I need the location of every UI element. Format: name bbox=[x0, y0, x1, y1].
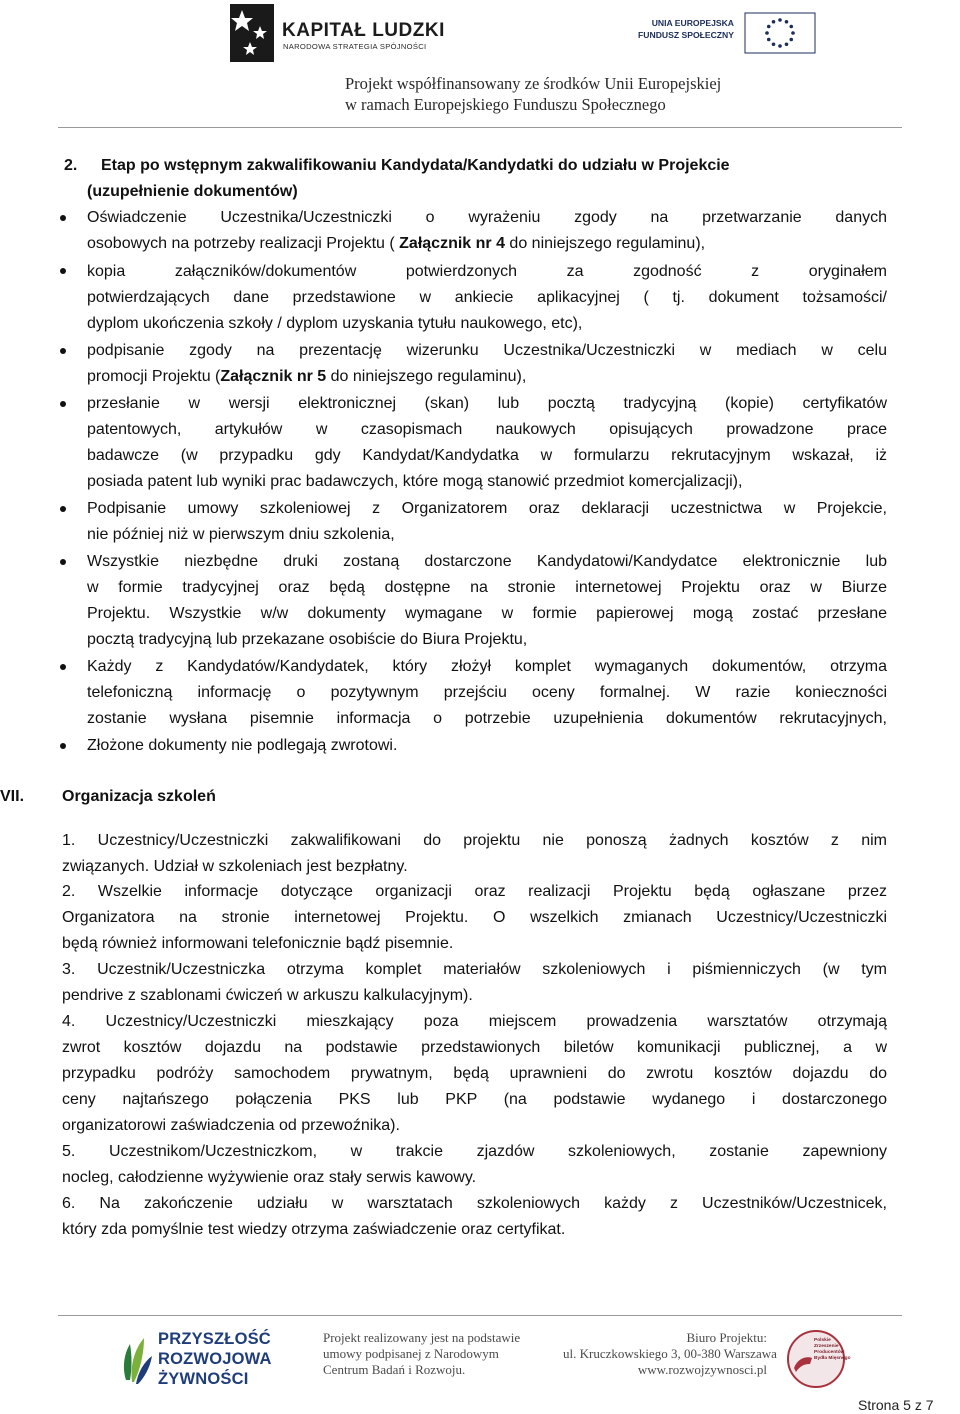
bullet-icon bbox=[60, 268, 66, 274]
office-label: Biuro Projektu: bbox=[686, 1330, 767, 1345]
bullet2-line3: dyplom ukończenia szkoły / dyplom uzyskania tytułu naukowego, etc), bbox=[87, 315, 583, 332]
kapital-ludzki-logo bbox=[228, 2, 460, 64]
bullet-icon bbox=[60, 506, 66, 512]
pzphbm-logo bbox=[786, 1328, 851, 1390]
s7-p3-line2: pendrive z szablonami ćwiczeń w arkuszu kalkulacyjnym). bbox=[62, 987, 473, 1004]
bullet4-line3: badawcze (w przypadku gdy Kandydat/Kandydatka w formularzu rekrutacyjnym wskazał, iż bbox=[87, 447, 887, 464]
s7-p1-line2: związanych. Udział w szkoleniach jest bezpłatny. bbox=[62, 858, 408, 875]
s7-p6-line2: który zda pomyślnie test wiedzy otrzyma zaświadczenie oraz certyfikat. bbox=[62, 1221, 566, 1238]
bullet6-line4: pocztą tradycyjną lub przekazane osobiście do Biura Projektu, bbox=[87, 631, 528, 648]
stage2-number: 2. bbox=[64, 157, 78, 174]
bullet7-line2: telefoniczną informację o pozytywnym przejściu oceny formalnej. W razie konieczności bbox=[87, 684, 887, 701]
bullet1-text-a: osobowych na potrzeby realizacji Projektu ( bbox=[87, 235, 400, 252]
bullet-icon bbox=[60, 743, 66, 749]
kapital-ludzki-title: KAPITAŁ LUDZKI bbox=[282, 20, 445, 41]
cofinancing-statement bbox=[345, 73, 745, 115]
bullet4-line1: przesłanie w wersji elektronicznej (skan) lub pocztą tradycyjną (kopie) certyfikatów bbox=[87, 395, 887, 412]
eu-logo-line1: UNIA EUROPEJSKA bbox=[651, 18, 734, 28]
cofinancing-line1: Projekt współfinansowany ze środków Unii Europejskiej bbox=[345, 74, 722, 93]
eu-star-icon bbox=[767, 25, 771, 29]
bullet1-text-b: do niniejszego regulaminu), bbox=[504, 235, 706, 252]
s7-p4-line3: przypadku podróży samochodem prywatnym, będą uprawnieni do zwrotu kosztów dojazdu do bbox=[62, 1065, 887, 1082]
s7-p5-line1: 5. Uczestnikom/Uczestniczkom, w trakcie zjazdów szkoleniowych, zostanie zapewniony bbox=[62, 1143, 887, 1160]
bullet1-line1: Oświadczenie Uczestnika/Uczestniczki o wyrażeniu zgody na przetwarzanie danych bbox=[87, 209, 887, 226]
bullet6-line2: w formie tradycyjnej oraz będą dostępne na stronie internetowej Projektu oraz w Biurze bbox=[87, 579, 887, 596]
kapital-ludzki-subtitle: NARODOWA STRATEGIA SPÓJNOŚCI bbox=[283, 42, 427, 51]
cofinancing-line2: w ramach Europejskiego Funduszu Społecznego bbox=[345, 95, 666, 114]
psr-logo-line1: PRZYSZŁOŚĆ bbox=[158, 1330, 271, 1348]
bullet4-line2: patentowych, artykułów w czasopismach naukowych opisujących prowadzone prace bbox=[87, 421, 887, 438]
przyszlosc-rozwojowa-zywnosci-logo bbox=[118, 1328, 283, 1392]
stage2-heading-line1: Etap po wstępnym zakwalifikowaniu Kandydata/Kandydatki do udziału w Projekcie bbox=[101, 157, 730, 174]
page-number: Strona 5 z 7 bbox=[858, 1397, 934, 1413]
pzphbm-line2: Zrzeszenie bbox=[814, 1344, 839, 1349]
office-address: ul. Kruczkowskiego 3, 00-380 Warszawa bbox=[563, 1346, 777, 1361]
bullet2-line1: kopia załączników/dokumentów potwierdzonych za zgodność z oryginałem bbox=[87, 263, 887, 280]
pzphbm-logo-text bbox=[814, 1338, 851, 1362]
section-vii-number: VII. bbox=[0, 788, 25, 805]
s7-p1-line1: 1. Uczestnicy/Uczestniczki zakwalifikowani do projektu nie ponoszą żadnych kosztów z nim bbox=[62, 832, 887, 849]
eu-star-icon bbox=[772, 42, 776, 46]
eu-logo-line2: FUNDUSZ SPOŁECZNY bbox=[638, 30, 734, 40]
contract-note-line1: Projekt realizowany jest na podstawie bbox=[323, 1330, 521, 1345]
eu-star-icon bbox=[765, 31, 769, 35]
stage2-heading-line2: (uzupełnienie dokumentów) bbox=[87, 183, 298, 200]
bullet5-line1: Podpisanie umowy szkoleniowej z Organizatorem oraz deklaracji uczestnictwa w Projekcie, bbox=[87, 500, 887, 517]
attachment4-ref: Załącznik nr 4 bbox=[399, 235, 505, 252]
page-header bbox=[0, 0, 960, 130]
s7-p6-line1: 6. Na zakończenie udziału w warsztatach szkoleniowych każdy z Uczestników/Uczestnicek, bbox=[62, 1195, 887, 1212]
eu-logo bbox=[638, 8, 816, 58]
eu-star-icon bbox=[789, 38, 793, 42]
s7-p4-line5: organizatorowi zaświadczenia od przewoźnika). bbox=[62, 1117, 400, 1134]
bullet3-text-a: promocji Projektu ( bbox=[87, 368, 221, 385]
pzphbm-line1: Polskie bbox=[814, 1338, 831, 1343]
s7-p5-line2: nocleg, całodzienne wyżywienie oraz stały serwis kawowy. bbox=[62, 1169, 477, 1186]
contract-note-line3: Centrum Badań i Rozwoju. bbox=[323, 1362, 466, 1377]
bullet3-line1: podpisanie zgody na prezentację wizerunku Uczestnika/Uczestniczki w mediach w celu bbox=[87, 342, 887, 359]
bullet4-line4: posiada patent lub wyniki prac badawczych, które mogą stanowić przedmiot komercjalizacji), bbox=[87, 473, 743, 490]
eu-star-icon bbox=[791, 31, 795, 35]
s7-p2-line1: 2. Wszelkie informacje dotyczące organizacji oraz realizacji Projektu będą ogłaszane przez bbox=[62, 883, 887, 900]
bullet2-line2: potwierdzających dane przedstawione w ankiecie aplikacyjnej ( tj. dokument tożsamości/ bbox=[87, 289, 887, 306]
s7-p2-line2: Organizatora na stronie internetowej Projektu. O wszelkich zmianach Uczestnicy/Uczestniczki bbox=[62, 909, 887, 926]
eu-star-icon bbox=[772, 20, 776, 24]
bullet7-line1: Każdy z Kandydatów/Kandydatek, który złożył komplet wymaganych dokumentów, otrzyma bbox=[87, 658, 887, 675]
psr-emblem-icon bbox=[118, 1328, 154, 1390]
bullet1-line2 bbox=[87, 234, 705, 254]
bullet-icon bbox=[60, 401, 66, 407]
attachment5-ref: Załącznik nr 5 bbox=[220, 368, 327, 385]
project-office-address bbox=[563, 1330, 777, 1378]
bullet7-line3: zostanie wysłana pisemnie informacja o potrzebie uzupełnienia dokumentów rekrutacyjnych, bbox=[87, 710, 887, 727]
section-vii-title: Organizacja szkoleń bbox=[62, 788, 216, 805]
eu-star-icon bbox=[778, 44, 782, 48]
s7-p4-line4: ceny najtańszego połączenia PKS lub PKP (na podstawie wydanego i dostarczonego bbox=[62, 1091, 887, 1108]
psr-logo-line3: ŻYWNOŚCI bbox=[158, 1370, 249, 1388]
page-footer bbox=[0, 1300, 960, 1414]
eu-star-icon bbox=[778, 18, 782, 22]
eu-flag-icon bbox=[744, 12, 816, 54]
footer-divider bbox=[58, 1315, 902, 1316]
bullet5-line2: nie później niż w pierwszym dniu szkolenia, bbox=[87, 526, 395, 543]
kapital-ludzki-emblem-icon bbox=[228, 2, 276, 64]
s7-p2-line3: będą również informowani telefonicznie bądź pisemnie. bbox=[62, 935, 454, 952]
bullet-icon bbox=[60, 215, 66, 221]
header-divider bbox=[58, 127, 902, 128]
project-contract-note bbox=[323, 1330, 520, 1378]
office-website: www.rozwojzywnosci.pl bbox=[637, 1362, 767, 1377]
eu-star-icon bbox=[767, 38, 771, 42]
bullet-icon bbox=[60, 664, 66, 670]
bullet6-line1: Wszystkie niezbędne druki zostaną dostarczone Kandydatowi/Kandydatce elektronicznie lub bbox=[87, 553, 887, 570]
bullet3-line2 bbox=[87, 367, 526, 387]
contract-note-line2: umowy podpisanej z Narodowym bbox=[323, 1346, 499, 1361]
eu-star-icon bbox=[789, 25, 793, 29]
psr-logo-line2: ROZWOJOWA bbox=[158, 1350, 272, 1368]
bullet-icon bbox=[60, 348, 66, 354]
pzphbm-line3: Producentów bbox=[814, 1350, 845, 1355]
bullet8-line1: Złożone dokumenty nie podlegają zwrotowi. bbox=[87, 737, 398, 754]
bullet3-text-b: do niniejszego regulaminu), bbox=[326, 368, 527, 385]
pzphbm-line4: Bydła Mięsnego bbox=[814, 1356, 851, 1361]
eu-star-icon bbox=[785, 42, 789, 46]
bullet-icon bbox=[60, 559, 66, 565]
s7-p4-line1: 4. Uczestnicy/Uczestniczki mieszkający poza miejscem prowadzenia warsztatów otrzymają bbox=[62, 1013, 887, 1030]
eu-star-icon bbox=[785, 20, 789, 24]
s7-p4-line2: zwrot kosztów dojazdu na podstawie przedstawionych biletów komunikacji publicznej, a w bbox=[62, 1039, 887, 1056]
bullet6-line3: Projektu. Wszystkie w/w dokumenty wymagane w formie papierowej mogą zostać przesłane bbox=[87, 605, 887, 622]
s7-p3-line1: 3. Uczestnik/Uczestniczka otrzyma komplet materiałów szkoleniowych i piśmienniczych (w tym bbox=[62, 961, 887, 978]
